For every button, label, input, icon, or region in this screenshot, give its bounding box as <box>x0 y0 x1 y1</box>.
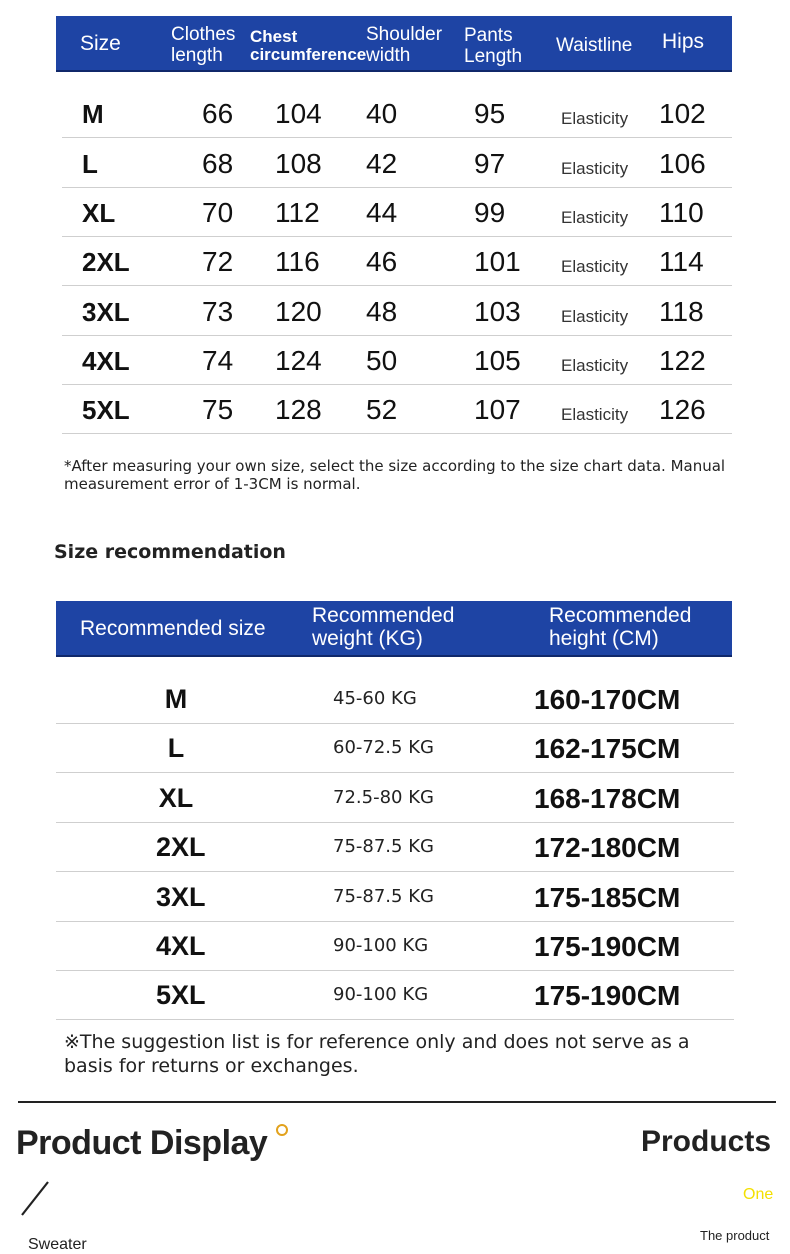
table-row <box>56 970 734 1020</box>
cell-clothes-length: 74 <box>202 345 234 376</box>
cell-shoulder: 50 <box>366 345 398 376</box>
table-row <box>56 723 734 773</box>
table-row <box>62 286 732 336</box>
table-row <box>62 236 732 286</box>
cell-shoulder: 52 <box>366 394 398 425</box>
cell-hips: 114 <box>659 246 704 277</box>
cell-shoulder: 46 <box>366 246 398 277</box>
header-hips: Hips <box>662 30 705 53</box>
header-clothes-length: Clothes length <box>171 24 236 66</box>
header-chest: Chest circumference <box>250 27 367 64</box>
cell-size: M <box>82 99 104 129</box>
sweater-label: Sweater <box>28 1236 87 1253</box>
cell-shoulder: 42 <box>366 148 398 179</box>
cell-recommended-height: 172-180CM <box>534 832 681 863</box>
cell-recommended-height: 162-175CM <box>534 733 681 764</box>
cell-shoulder: 40 <box>366 98 398 129</box>
cell-hips: 106 <box>659 148 706 179</box>
cell-pants-length: 97 <box>474 148 506 179</box>
cell-pants-length: 95 <box>474 98 506 129</box>
product-label: The product <box>700 1228 770 1243</box>
cell-pants-length: 105 <box>474 345 521 376</box>
cell-clothes-length: 70 <box>202 197 234 228</box>
cell-pants-length: 107 <box>474 394 521 425</box>
cell-chest: 116 <box>275 246 320 277</box>
products-title: Products <box>641 1125 772 1158</box>
table-row <box>62 138 732 188</box>
cell-waistline: Elasticity <box>561 307 629 326</box>
cell-recommended-weight: 75-87.5 KG <box>333 886 434 907</box>
cell-clothes-length: 66 <box>202 98 234 129</box>
cell-clothes-length: 68 <box>202 148 234 179</box>
cell-chest: 128 <box>275 394 322 425</box>
cell-size: 5XL <box>82 395 130 425</box>
header-waistline: Waistline <box>556 35 633 56</box>
cell-hips: 110 <box>659 197 704 228</box>
cell-shoulder: 44 <box>366 197 398 228</box>
header-recommended-size: Recommended size <box>80 617 266 640</box>
table-row <box>62 88 732 138</box>
cell-recommended-size: M <box>164 684 188 714</box>
cell-shoulder: 48 <box>366 296 398 327</box>
one-label: One <box>743 1186 774 1203</box>
header-shoulder: Shoulder width <box>366 24 443 66</box>
cell-clothes-length: 73 <box>202 296 234 327</box>
cell-recommended-height: 175-190CM <box>534 931 681 962</box>
cell-clothes-length: 72 <box>202 246 234 277</box>
cell-chest: 112 <box>275 197 320 228</box>
cell-recommended-height: 175-185CM <box>534 882 681 913</box>
cell-chest: 104 <box>275 98 322 129</box>
circle-icon <box>276 1124 288 1136</box>
table-row <box>56 921 734 971</box>
cell-chest: 124 <box>275 345 322 376</box>
cell-waistline: Elasticity <box>561 109 629 128</box>
header-recommended-height: Recommended height (CM) <box>549 604 692 650</box>
divider <box>18 1101 776 1103</box>
cell-waistline: Elasticity <box>561 356 629 375</box>
cell-recommended-weight: 75-87.5 KG <box>333 836 434 857</box>
cell-hips: 118 <box>659 296 704 327</box>
table-row <box>62 384 732 434</box>
cell-recommended-weight: 45-60 KG <box>333 688 417 709</box>
cell-recommended-size: 2XL <box>156 832 206 862</box>
cell-clothes-length: 75 <box>202 394 234 425</box>
cell-size: 3XL <box>82 297 130 327</box>
cell-hips: 126 <box>659 394 706 425</box>
cell-size: L <box>82 149 98 179</box>
cell-size: XL <box>82 198 116 228</box>
table-row <box>56 674 734 724</box>
cell-recommended-weight: 60-72.5 KG <box>333 737 434 758</box>
cell-recommended-weight: 90-100 KG <box>333 935 429 956</box>
cell-recommended-size: 3XL <box>156 882 206 912</box>
table-row <box>56 822 734 872</box>
cell-recommended-weight: 90-100 KG <box>333 984 429 1005</box>
cell-size: 2XL <box>82 247 130 277</box>
cell-pants-length: 99 <box>474 197 506 228</box>
cell-recommended-size: L <box>167 733 185 763</box>
cell-recommended-weight: 72.5-80 KG <box>333 787 434 808</box>
table-row <box>56 872 734 922</box>
size-chart-header <box>56 16 732 70</box>
measurement-note: *After measuring your own size, select the size according to the size chart data. Manual measurement error of 1-3CM is normal. <box>64 457 726 493</box>
header-pants: Pants Length <box>464 25 523 67</box>
section-title: Size recommendation <box>54 541 286 563</box>
reference-note: ※The suggestion list is for reference only and does not serve as a basis for returns or exchanges. <box>64 1031 690 1077</box>
cell-chest: 120 <box>275 296 322 327</box>
cell-recommended-size: 4XL <box>156 931 206 961</box>
cell-waistline: Elasticity <box>561 257 629 276</box>
table-row <box>62 335 732 385</box>
header-recommended-weight: Recommended weight (KG) <box>312 604 455 650</box>
slash-icon <box>18 1180 52 1218</box>
cell-pants-length: 101 <box>474 246 521 277</box>
recommendation-header <box>56 601 732 655</box>
cell-recommended-height: 160-170CM <box>534 684 681 715</box>
cell-size: 4XL <box>82 346 130 376</box>
cell-recommended-height: 175-190CM <box>534 980 681 1011</box>
cell-pants-length: 103 <box>474 296 521 327</box>
cell-hips: 102 <box>659 98 706 129</box>
table-row <box>62 187 732 237</box>
cell-waistline: Elasticity <box>561 208 629 227</box>
cell-recommended-height: 168-178CM <box>534 783 681 814</box>
header-size: Size <box>80 32 121 55</box>
cell-recommended-size: 5XL <box>156 980 206 1010</box>
table-row <box>56 773 734 823</box>
cell-chest: 108 <box>275 148 322 179</box>
cell-waistline: Elasticity <box>561 405 629 424</box>
cell-hips: 122 <box>659 345 706 376</box>
cell-recommended-size: XL <box>158 783 194 813</box>
product-display-title: Product Display <box>16 1124 268 1162</box>
cell-waistline: Elasticity <box>561 159 629 178</box>
